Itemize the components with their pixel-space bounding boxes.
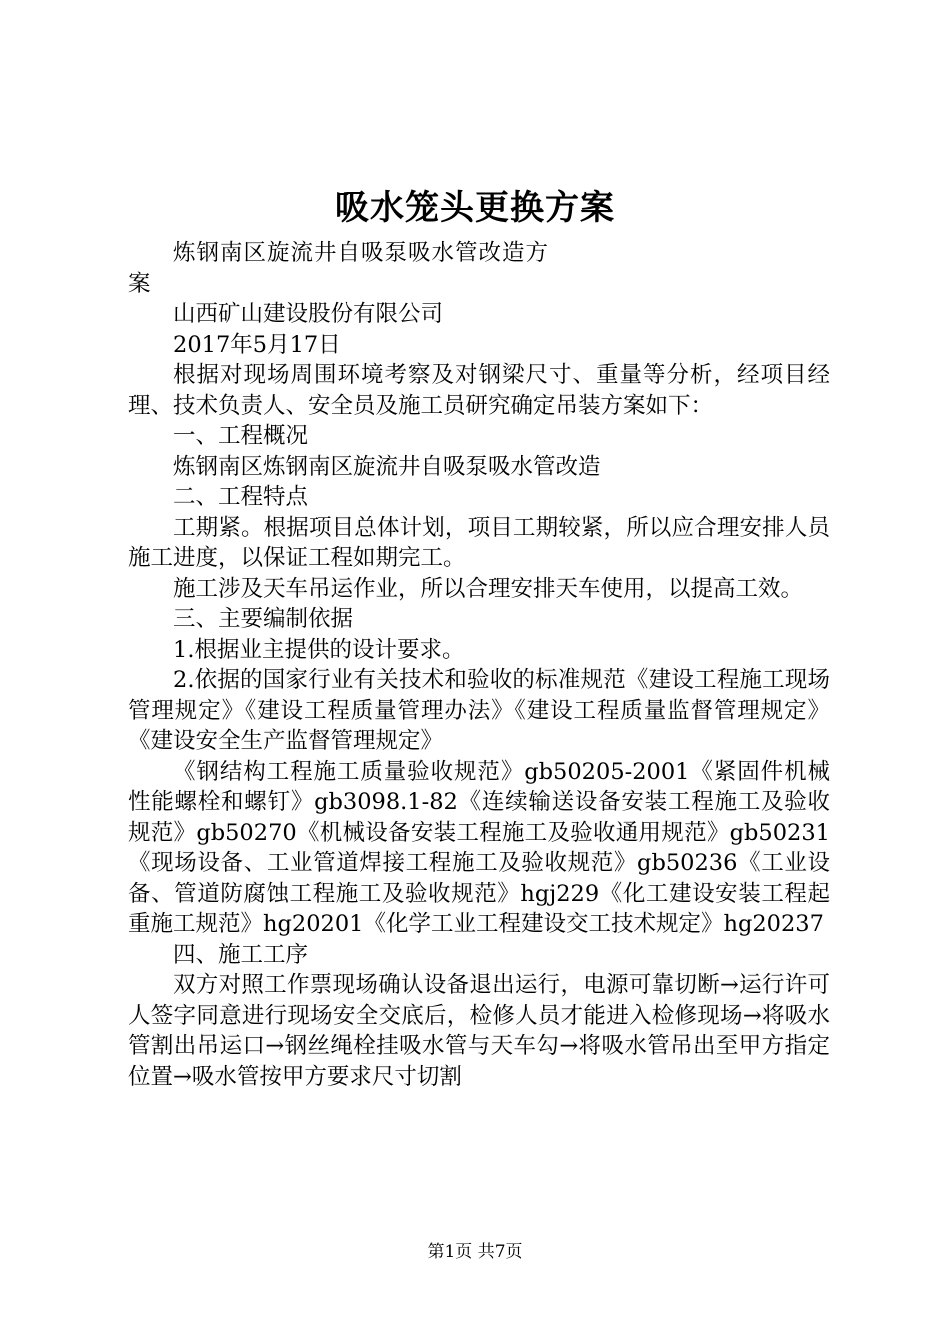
paragraph-basis-1: 1.根据业主提供的设计要求。 [173, 636, 465, 663]
paragraph-basis-2: 2.依据的国家行业有关技术和验收的标准规范《建设工程施工现场管理规定》《建设工程质量管理办法》《建设工程质量监督管理规定》《建设安全生产监督管理规定》 [128, 667, 830, 754]
section-heading-features: 二、工程特点 [173, 484, 309, 510]
document-title: 吸水笼头更换方案 [335, 188, 615, 228]
page-footer: 第1页 共7页 [427, 1242, 523, 1262]
section-heading-basis: 三、主要编制依据 [173, 606, 354, 632]
document-header-block [128, 238, 830, 360]
paragraph-features-schedule: 工期紧。根据项目总体计划，项目工期较紧，所以应合理安排人员施工进度，以保证工程如期完工。 [128, 514, 830, 571]
paragraph-procedure: 双方对照工作票现场确认设备退出运行，电源可靠切断→运行许可人签字同意进行现场安全交底后，检修人员才能进入检修现场→将吸水管割出吊运口→钢丝绳栓挂吸水管与天车勾→将吸水管吊出至甲方指定位置→吸水管按甲方要求尺寸切割 [128, 972, 830, 1090]
paragraph-intro: 根据对现场周围环境考察及对钢梁尺寸、重量等分析，经项目经理、技术负责人、安全员及施工员研究确定吊装方案如下： [128, 362, 830, 419]
paragraph-features-crane: 施工涉及天车吊运作业，所以合理安排天车使用，以提高工效。 [173, 575, 804, 602]
paragraph-standards-list: 《钢结构工程施工质量验收规范》gb50205-2001《紧固件机械性能螺栓和螺钉》gb3098.1-82《连续输送设备安装工程施工及验收规范》gb50270《机械设备安装工程施工及验收通用规范》gb50231《现场设备、工业管道焊接工程施工及验收规范》gb50236《工业设备、管道防腐蚀工程施工及验收规范》hgj229《化工建设安装工程起重施工规范》hg20201《化学工业工程建设交工技术规定》hg20237 [128, 758, 830, 937]
document-subtitle: 炼钢南区旋流井自吸泵吸水管改造方案 [128, 240, 548, 297]
paragraph-overview: 炼钢南区炼钢南区旋流井自吸泵吸水管改造 [173, 453, 601, 480]
section-heading-procedure: 四、施工工序 [173, 941, 309, 968]
document-body [128, 238, 830, 1092]
section-heading-overview: 一、工程概况 [173, 423, 309, 449]
company-name: 山西矿山建设股份有限公司 [173, 301, 444, 327]
document-date: 2017年5月17日 [173, 331, 341, 358]
